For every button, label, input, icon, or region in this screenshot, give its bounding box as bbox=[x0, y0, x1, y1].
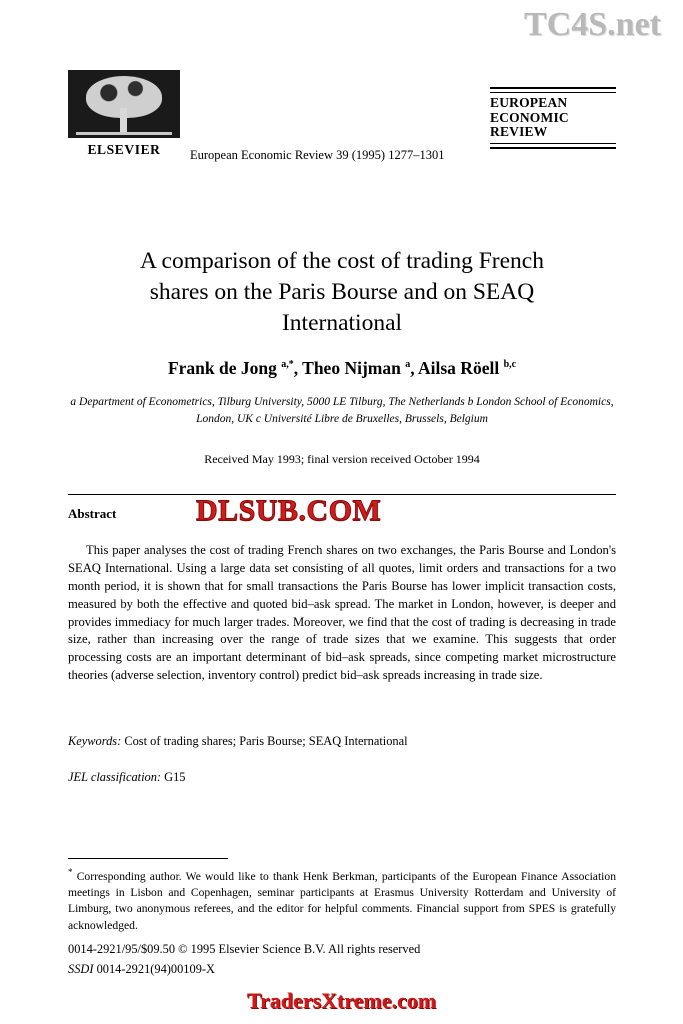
abstract-text: This paper analyses the cost of trading French shares on two exchanges, the Paris Bourse and London's SEAQ International. Using a large data set consisting of all quotes, limit orders and transactions for a two month period, it is shown that for small transactions the Paris Bourse has lower implicit transaction costs, measured by both the effective and quoted bid–ask spread. The market in London, however, is deeper and provides immediacy for much larger trades. Moreover, we find that the cost of trading is decreasing in trade size, rather than increasing over the range of trade sizes that we examine. This suggests that order processing costs are an important determinant of bid–ask spreads, since competing market microstructure theories (adverse selection, inventory control) predict bid–ask spreads increasing in trade size. bbox=[68, 543, 616, 683]
elsevier-wordmark: ELSEVIER bbox=[87, 142, 161, 157]
keywords-value: Cost of trading shares; Paris Bourse; SEAQ International bbox=[124, 734, 408, 748]
tree-ground-shape bbox=[76, 132, 172, 135]
watermark-top-right: TC4S.net bbox=[524, 6, 661, 43]
elsevier-tree-icon bbox=[68, 70, 180, 138]
ssdi-line bbox=[68, 962, 616, 977]
page-title bbox=[68, 246, 616, 339]
author-list: Frank de Jong $^{a,*}$, Theo Nijman $^a$, Ailsa Röell $^{b,c}$ bbox=[167, 358, 517, 378]
keywords-line bbox=[68, 734, 616, 749]
logo-line-3: REVIEW bbox=[490, 124, 548, 140]
elsevier-logo bbox=[68, 70, 180, 158]
ssdi-label: SSDI bbox=[68, 962, 94, 976]
footnote-marker: * bbox=[68, 867, 73, 877]
jel-label: JEL classification: bbox=[68, 770, 162, 784]
copyright-line: 0014-2921/95/$09.50 © 1995 Elsevier Science B.V. All rights reserved bbox=[68, 942, 421, 956]
footnote-text bbox=[68, 866, 616, 934]
keywords-label: Keywords: bbox=[68, 734, 122, 748]
received-dates: Received May 1993; final version received October 1994 bbox=[204, 452, 480, 466]
logo-rule-top bbox=[490, 87, 616, 89]
journal-header bbox=[68, 70, 616, 170]
affiliation-list: a Department of Econometrics, Tilburg University, 5000 LE Tilburg, The Netherlands b London School of Economics, London, UK c Université Libre de Bruxelles, Brussels, Belgium bbox=[70, 396, 614, 425]
logo-rule-bottom bbox=[490, 147, 616, 149]
journal-citation: European Economic Review 39 (1995) 1277–1301 bbox=[190, 148, 445, 162]
jel-line bbox=[68, 770, 616, 785]
ssdi-value: 0014-2921(94)00109-X bbox=[96, 962, 215, 976]
logo-line-2: ECONOMIC bbox=[490, 109, 569, 125]
logo-rule-bottom-thin bbox=[490, 143, 616, 144]
footnote-divider bbox=[68, 858, 228, 859]
watermark-center: DLSUB.COM bbox=[196, 494, 382, 527]
european-economic-review-logo bbox=[490, 84, 616, 152]
jel-value: G15 bbox=[164, 770, 186, 784]
footnote-body: Corresponding author. We would like to thank Henk Berkman, participants of the European Finance Association meetings in Lisbon and Copenhagen, seminar participants at Erasmus University Rotterdam and University of Limburg, two anonymous referees, and the editor for helpful comments. Financial support from SPES is gratefully acknowledged. bbox=[68, 869, 616, 932]
abstract-heading: Abstract bbox=[68, 506, 117, 521]
title-line-3: International bbox=[281, 310, 403, 337]
watermark-bottom: TradersXtreme.com bbox=[246, 988, 437, 1013]
logo-line-1: EUROPEAN bbox=[490, 95, 568, 110]
tree-trunk-shape bbox=[120, 108, 127, 134]
title-line-2: shares on the Paris Bourse and on SEAQ bbox=[149, 279, 535, 306]
logo-rule-top-thin bbox=[490, 92, 616, 93]
title-line-1: A comparison of the cost of trading French bbox=[140, 248, 544, 274]
